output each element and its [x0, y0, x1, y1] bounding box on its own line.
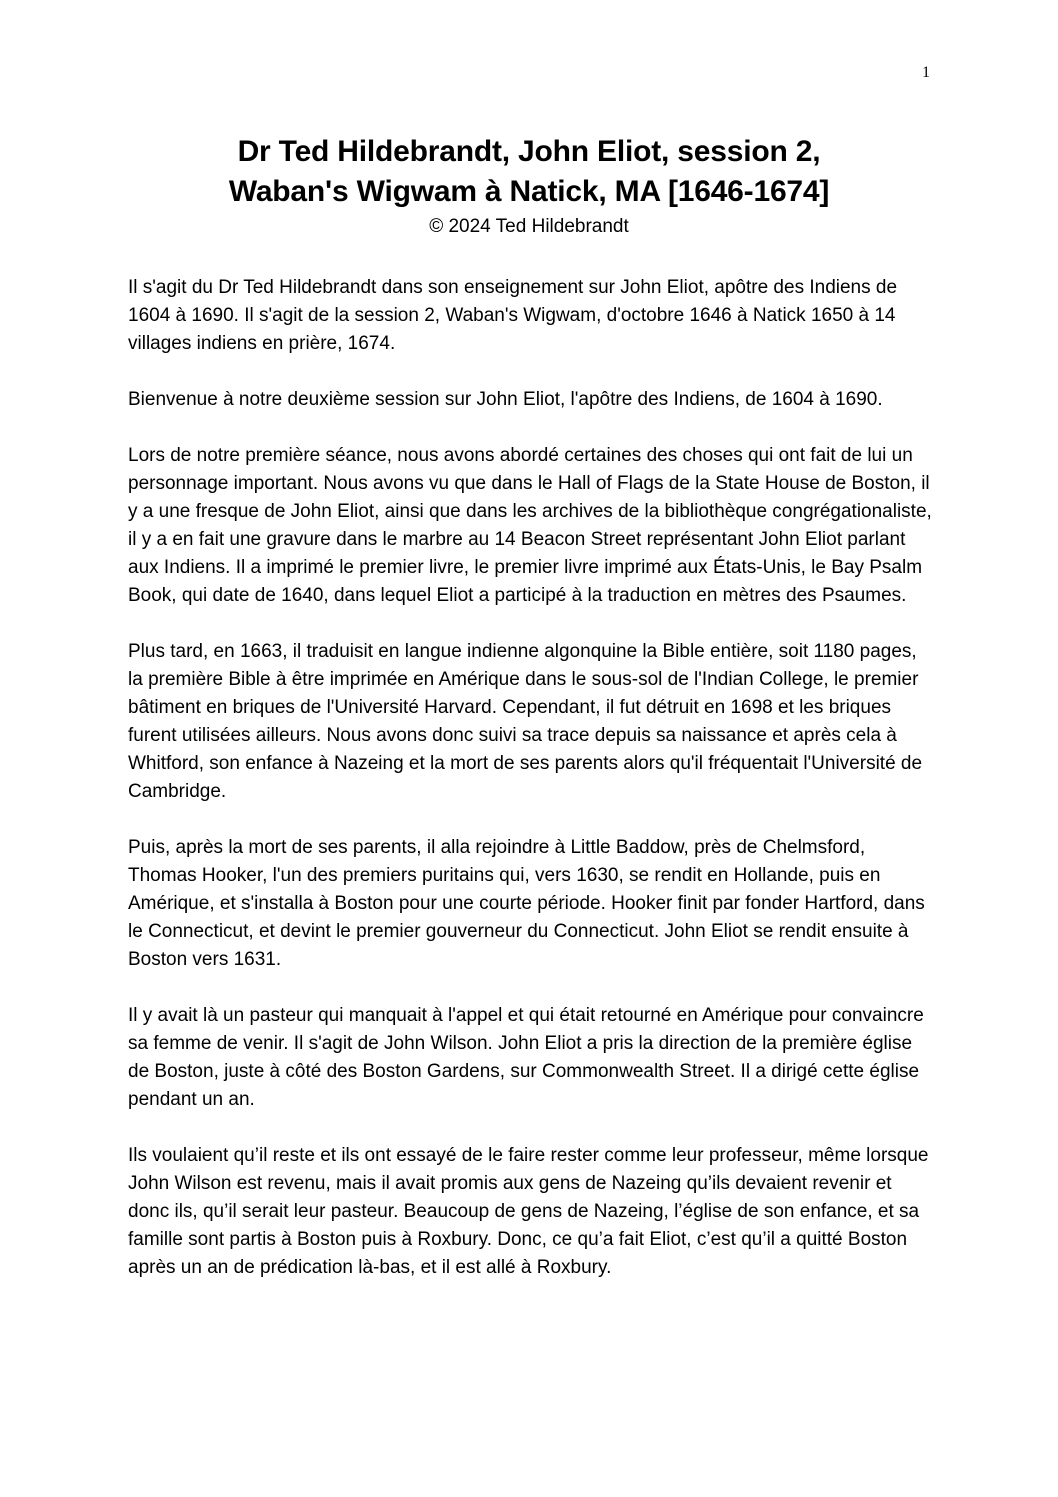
paragraph-1: Il s'agit du Dr Ted Hildebrandt dans son enseignement sur John Eliot, apôtre des Indiens de 1604 à 1690. Il s'agit de la session 2, Waban's Wigwam, d'octobre 1646 à Natick 1650 à 14 villages indiens en prière, 1674. — [128, 277, 898, 354]
title-line-2: Waban's Wigwam à Natick, MA [1646-1674] — [228, 175, 830, 208]
title-line-1: Dr Ted Hildebrandt, John Eliot, session 2, — [237, 135, 821, 168]
copyright-notice: © 2024 Ted Hildebrandt — [429, 216, 629, 237]
paragraph-6: Il y avait là un pasteur qui manquait à l'appel et qui était retourné en Amérique pour convaincre sa femme de venir. Il s'agit de John Wilson. John Eliot a pris la direction de la première église de Boston, juste à côté des Boston Gardens, sur Commonwealth Street. Il a dirigé cette église pendant un an. — [128, 1005, 924, 1110]
paragraph-5: Puis, après la mort de ses parents, il alla rejoindre à Little Baddow, près de Chelmsford, Thomas Hooker, l'un des premiers puritains qui, vers 1630, se rendit en Hollande, puis en Amérique, et s'installa à Boston pour une courte période. Hooker finit par fonder Hartford, dans le Connecticut, et devint le premier gouverneur du Connecticut. John Eliot se rendit ensuite à Boston vers 1631. — [128, 837, 925, 970]
page-number: 1 — [922, 64, 930, 81]
title-block — [128, 132, 930, 240]
paragraph-2: Bienvenue à notre deuxième session sur John Eliot, l'apôtre des Indiens, de 1604 à 1690. — [128, 389, 883, 410]
paragraph-4: Plus tard, en 1663, il traduisit en langue indienne algonquine la Bible entière, soit 1180 pages, la première Bible à être imprimée en Amérique dans le sous-sol de l'Indian College, le premier bâtiment en briques de l'Université Harvard. Cependant, il fut détruit en 1698 et les briques furent utilisées ailleurs. Nous avons donc suivi sa trace depuis sa naissance et après cela à Whitford, son enfance à Nazeing et la mort de ses parents alors qu'il fréquentait l'Université de Cambridge. — [128, 641, 923, 802]
paragraph-7: Ils voulaient qu’il reste et ils ont essayé de le faire rester comme leur professeur, même lorsque John Wilson est revenu, mais il avait promis aux gens de Nazeing qu’ils devaient revenir et donc ils, qu’il serait leur pasteur. Beaucoup de gens de Nazeing, l’église de son enfance, et sa famille sont partis à Boston puis à Roxbury. Donc, ce qu’a fait Eliot, c’est qu’il a quitté Boston après un an de prédication là-bas, et il est allé à Roxbury. — [128, 1145, 929, 1278]
body-text — [128, 274, 933, 1310]
paragraph-3: Lors de notre première séance, nous avons abordé certaines des choses qui ont fait de lui un personnage important. Nous avons vu que dans le Hall of Flags de la State House de Boston, il y a une fresque de John Eliot, ainsi que dans les archives de la bibliothèque congrégationaliste, il y a en fait une gravure dans le marbre au 14 Beacon Street représentant John Eliot parlant aux Indiens. Il a imprimé le premier livre, le premier livre imprimé aux États-Unis, le Bay Psalm Book, qui date de 1640, dans lequel Eliot a participé à la traduction en mètres des Psaumes. — [128, 445, 932, 606]
